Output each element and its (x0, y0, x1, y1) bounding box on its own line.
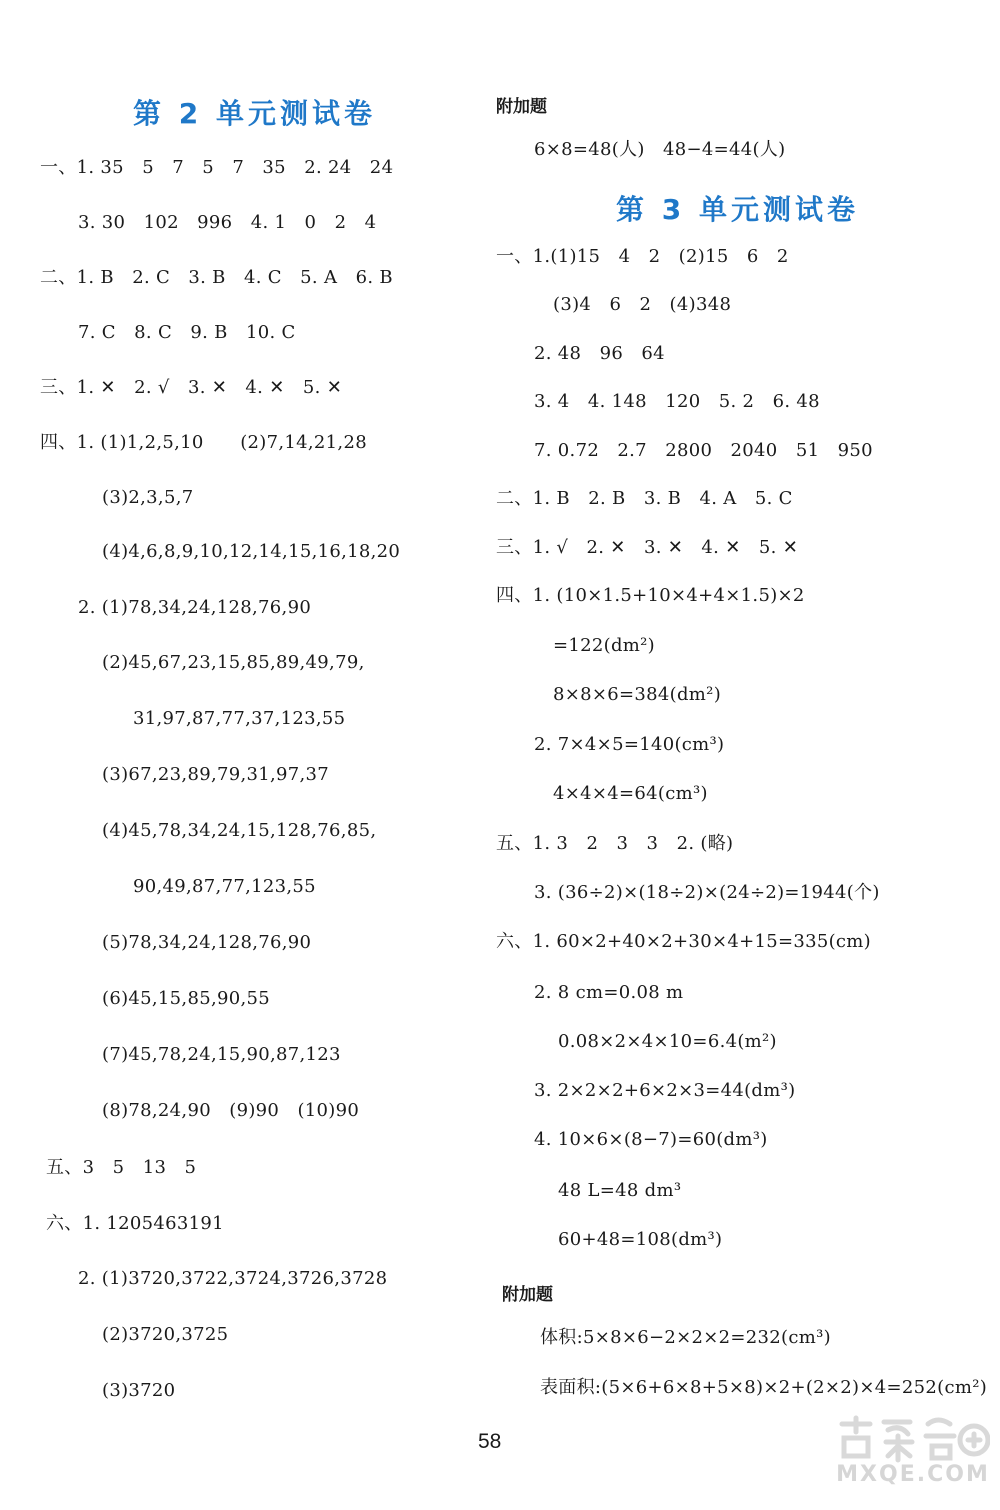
unit2-line: 三、1. ✕ 2. √ 3. ✕ 4. ✕ 5. ✕ (40, 377, 343, 398)
unit2-line: (6)45,15,85,90,55 (102, 988, 271, 1009)
unit3-line: 六、1. 60×2+40×2+30×4+15=335(cm) (496, 931, 871, 952)
unit3-line: 4×4×4=64(cm³) (553, 783, 708, 804)
unit2-line: (2)3720,3725 (102, 1324, 229, 1345)
page-number: 58 (478, 1430, 502, 1453)
unit3-extra-line: 体积:5×8×6−2×2×2=232(cm³) (540, 1327, 831, 1348)
unit3-line: 4. 10×6×(8−7)=60(dm³) (534, 1129, 768, 1150)
unit2-extra-line: 6×8=48(人) 48−4=44(人) (534, 139, 786, 160)
unit2-line: (2)45,67,23,15,85,89,49,79, (102, 652, 365, 673)
unit2-line: 90,49,87,77,123,55 (133, 876, 316, 897)
unit3-line: 2. 7×4×5=140(cm³) (534, 734, 725, 755)
unit3-line: 2. 8 cm=0.08 m (534, 982, 684, 1003)
unit3-line: 二、1. B 2. B 3. B 4. A 5. C (496, 488, 793, 509)
unit2-line: 四、1. (1)1,2,5,10 (2)7,14,21,28 (40, 432, 367, 453)
unit3-line: 3. 4 4. 148 120 5. 2 6. 48 (534, 391, 820, 412)
unit3-line: 7. 0.72 2.7 2800 2040 51 950 (534, 440, 873, 461)
unit3-line: 0.08×2×4×10=6.4(m²) (558, 1031, 777, 1052)
unit2-extra-label: 附加题 (496, 97, 547, 117)
unit2-line: (8)78,24,90 (9)90 (10)90 (102, 1100, 360, 1121)
unit3-line: 60+48=108(dm³) (558, 1229, 723, 1250)
unit3-line: 48 L=48 dm³ (558, 1180, 682, 1201)
unit2-line: 31,97,87,77,37,123,55 (133, 708, 346, 729)
unit2-line: (3)2,3,5,7 (102, 487, 194, 508)
unit2-line: (3)67,23,89,79,31,97,37 (102, 764, 330, 785)
unit3-line: 8×8×6=384(dm²) (553, 684, 722, 705)
unit2-line: (4)4,6,8,9,10,12,14,15,16,18,20 (102, 541, 401, 562)
unit3-title: 第 3 单元测试卷 (616, 193, 859, 226)
unit2-line: 二、1. B 2. C 3. B 4. C 5. A 6. B (40, 267, 393, 288)
unit3-line: 2. 48 96 64 (534, 343, 665, 364)
watermark-text: MXQE.COM (836, 1462, 990, 1487)
unit3-line: 一、1.(1)15 4 2 (2)15 6 2 (496, 246, 789, 267)
unit3-line: 3. (36÷2)×(18÷2)×(24÷2)=1944(个) (534, 882, 880, 903)
unit2-title: 第 2 单元测试卷 (133, 97, 376, 130)
unit2-line: 2. (1)3720,3722,3724,3726,3728 (78, 1268, 388, 1289)
unit2-line: 7. C 8. C 9. B 10. C (78, 322, 296, 343)
unit3-line: 四、1. (10×1.5+10×4+4×1.5)×2 (496, 585, 805, 606)
unit2-line: 2. (1)78,34,24,128,76,90 (78, 597, 312, 618)
unit3-extra-label: 附加题 (502, 1285, 553, 1305)
watermark-logo-icon (836, 1414, 990, 1464)
unit3-line: (3)4 6 2 (4)348 (553, 294, 732, 315)
unit3-extra-line: 表面积:(5×6+6×8+5×8)×2+(2×2)×4=252(cm²) (540, 1377, 988, 1398)
unit2-line: (4)45,78,34,24,15,128,76,85, (102, 820, 377, 841)
unit3-line: =122(dm²) (553, 635, 655, 656)
unit2-line: (3)3720 (102, 1380, 176, 1401)
unit3-line: 三、1. √ 2. ✕ 3. ✕ 4. ✕ 5. ✕ (496, 537, 799, 558)
unit3-line: 3. 2×2×2+6×2×3=44(dm³) (534, 1080, 796, 1101)
unit2-line: 五、3 5 13 5 (46, 1157, 197, 1178)
unit2-line: (7)45,78,24,15,90,87,123 (102, 1044, 341, 1065)
unit3-line: 五、1. 3 2 3 3 2. (略) (496, 833, 734, 854)
unit2-line: 一、1. 35 5 7 5 7 35 2. 24 24 (40, 157, 394, 178)
watermark-logo (828, 1412, 998, 1508)
unit2-line: (5)78,34,24,128,76,90 (102, 932, 312, 953)
unit2-line: 3. 30 102 996 4. 1 0 2 4 (78, 212, 377, 233)
unit2-line: 六、1. 1205463191 (46, 1213, 224, 1234)
